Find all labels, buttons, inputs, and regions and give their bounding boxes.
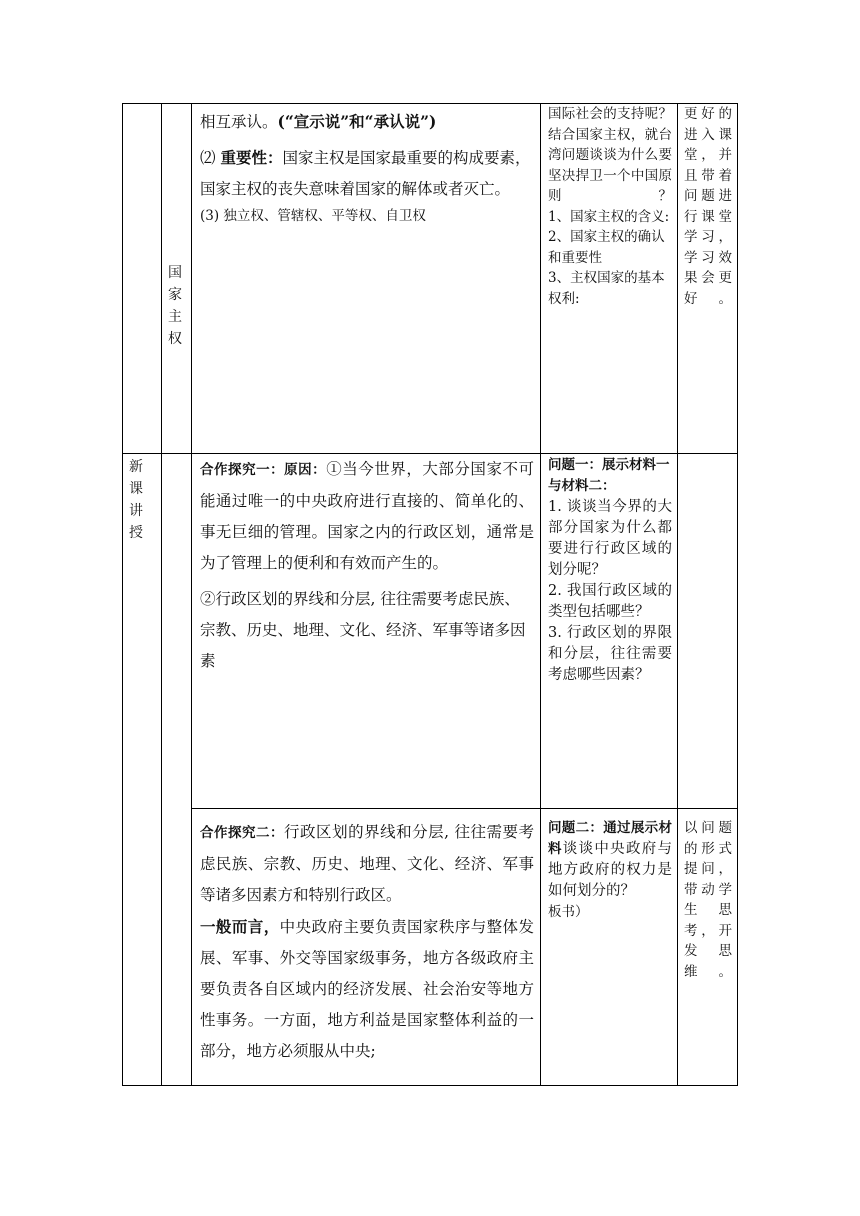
col-divider-2 xyxy=(191,103,192,1086)
row3-general: 一般而言，中央政府主要负责国家秩序与整体发展、军事、外交等国家级事务，地方各级政府主要负责各自区域内的经济发展、社会治安等地方性事务。一方面，地方利益是国家整体利益的一部分，地方必须服从中央; xyxy=(200,917,534,1060)
row-divider-2 xyxy=(191,808,737,809)
row1-questions xyxy=(548,104,672,309)
row3-questions xyxy=(548,818,672,923)
row2-questions xyxy=(548,455,672,686)
row2-question-3: 3. 行政区划的界限和分层，往往需要考虑哪些因素？ xyxy=(548,625,672,683)
row3-question: 问题二：通过展示材料谈谈中央政府与地方政府的权力是如何划分的？ xyxy=(548,820,672,899)
row3-note: 板书） xyxy=(548,904,589,920)
row3-content xyxy=(200,817,534,1067)
row3-intent: 以问题的形式提问，带动学生思考，开发思维。 xyxy=(684,820,732,980)
row1-question-2: 结合国家主权，就台湾问题谈谈为什么要坚决捍卫一个中国原则？ xyxy=(548,126,672,204)
row2-question-2: 2. 我国行政区域的类型包括哪些？ xyxy=(548,583,672,620)
row1-question-5: 3、主权国家的基本权利: xyxy=(548,270,665,307)
table-border-left xyxy=(122,103,123,1086)
section-label-new-lesson: 新课讲授 xyxy=(129,459,143,541)
row2-question-title: 问题一：展示材料一与材料二： xyxy=(548,457,670,494)
col-divider-1 xyxy=(161,103,162,1086)
row1-question-1: 国际社会的支持呢？ xyxy=(548,106,672,122)
row1-content xyxy=(200,106,534,227)
row1-question-4: 2、国家主权的确认和重要性 xyxy=(548,229,665,266)
col-divider-4 xyxy=(677,103,678,1086)
row2-reason: 合作探究一：原因：①当今世界，大部分国家不可能通过唯一的中央政府进行直接的、简单化的、事无巨细的管理。国家之内的行政区划，通常是为了管理上的便利和有效而产生的。 xyxy=(200,460,534,572)
table-border-right xyxy=(737,103,738,1086)
row3-division: 合作探究二：行政区划的界线和分层, 往往需要考虑民族、宗教、历史、地理、文化、经济、军事等诸多因素方和特别行政区。 xyxy=(200,823,534,904)
table-border-bottom xyxy=(122,1085,737,1086)
row2-question-1: 1. 谈谈当今界的大部分国家为什么都要进行行政区域的划分呢？ xyxy=(548,499,672,578)
row2-factors: ②行政区划的界线和分层, 往往需要考虑民族、宗教、历史、地理、文化、经济、军事等诸多因素 xyxy=(200,590,526,670)
col-divider-3 xyxy=(540,103,541,1086)
row1-intent: 更好的进入课堂，并且带着问题进行课堂学习，学习效果会更好。 xyxy=(684,106,732,307)
row1-rights: (3) 独立权、管辖权、平等权、自卫权 xyxy=(200,208,426,224)
sublabel-national-sovereignty: 国家主权 xyxy=(168,265,182,347)
row1-line1: 相互承认。(“宣示说”和“承认说”) xyxy=(200,112,437,131)
row2-content xyxy=(200,454,534,677)
row1-question-3: 1、国家主权的含义: xyxy=(548,208,670,225)
row1-importance: ⑵ 重要性：国家主权是国家最重要的构成要素，国家主权的丧失意味着国家的解体或者灭亡。 xyxy=(200,148,531,198)
